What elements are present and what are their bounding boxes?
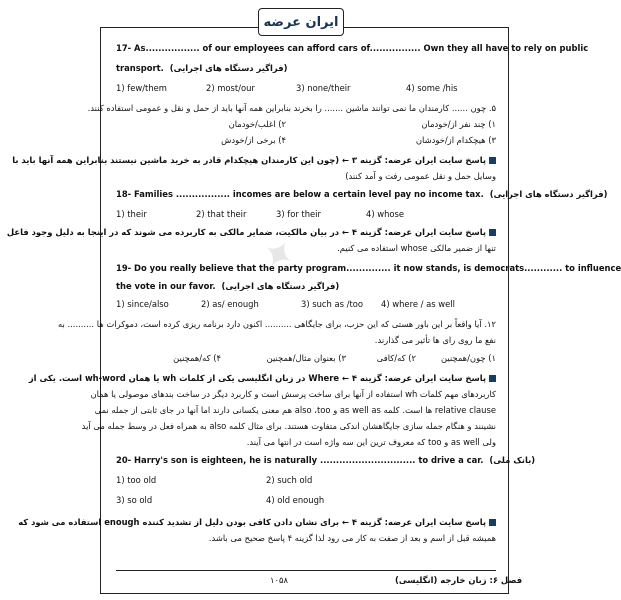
q20-tag: (بانک ملی) — [489, 455, 536, 465]
q19-answer-line3: relative clause ها است. کلمه as well as و also ،too هم معنی یکسانی دارند اما آنها در جای ثابتی از جمله نمی — [94, 405, 496, 415]
q17-option-2: 2) most/our — [206, 83, 255, 93]
q20-options-row2 — [116, 494, 496, 506]
site-logo — [258, 8, 344, 36]
answer-icon — [489, 157, 496, 164]
chapter-title: فصل ۶: زبان خارجه (انگلیسی) — [395, 575, 523, 585]
q17-fa-option-3: ۳) هیچکدام از/خودشان — [415, 135, 496, 145]
q17-fa-option-4: ۴) برخی از/خودش — [221, 135, 286, 145]
q20-option-4: 4) old enough — [266, 495, 325, 505]
q18-option-4: 4) whose — [366, 209, 405, 219]
q17-options — [116, 82, 496, 94]
q19-fa-option-3: ۳) بعنوان مثال/همچنین — [266, 353, 346, 363]
q19-fa-question2: نفع ما روی رای ها تأثیر می گذارند. — [374, 335, 496, 345]
q17-answer-text1: پاسخ سایت ایران عرضه: گزینه ۳ ← (چون این کارمندان هیچکدام قادر به خرید ماشین نیستند بنابراین همه آنها باید با — [12, 155, 486, 165]
answer-icon — [489, 519, 496, 526]
q18-option-1: 1) their — [116, 209, 147, 219]
q20-answer-line1 — [18, 516, 496, 528]
q17-option-1: 1) few/them — [116, 83, 167, 93]
q20-option-1: 1) too old — [116, 475, 157, 485]
q19-line1: 19- Do you really believe that the party program.............. it now stands, is democrats............ to influence — [116, 263, 621, 273]
q17-option-3: 3) none/their — [296, 83, 351, 93]
answer-icon — [489, 375, 496, 382]
q17-fa-option-1: ۱) چند نفر از/خودمان — [421, 119, 496, 129]
q19-fa-option-2: ۲) که/کافی — [376, 353, 416, 363]
q18-answer-line1 — [6, 226, 496, 238]
page-number: ۱۰۵۸ — [270, 575, 288, 585]
q20-option-2: 2) such old — [266, 475, 313, 485]
q17-fa-options-row2 — [116, 134, 496, 146]
q18-line1 — [116, 188, 608, 200]
q17-line1: 17- As................. of our employees can afford cars of................ Own they all have to rely on public — [116, 43, 589, 53]
q19-line2 — [116, 280, 496, 292]
q18-line1-text: 18- Families ................. incomes are below a certain level pay no income tax. — [116, 189, 484, 199]
q19-line2-tag: (فراگیر دستگاه های اجرایی) — [221, 281, 340, 291]
q17-line2-en: transport. — [116, 63, 164, 73]
q19-option-3: 3) such as /too — [301, 299, 364, 309]
q18-options — [116, 208, 496, 220]
q19-answer-line4: نشینند و هنگام جمله سازی جایگاهشان اندکی متفاوت هستند. برای مثال کلمه also به همراه فعل در وسط جمله می آید — [81, 421, 496, 431]
answer-icon — [489, 229, 496, 236]
q19-option-1: 1) since/also — [116, 299, 169, 309]
q19-option-4: 4) where / as well — [381, 299, 455, 309]
q19-answer-text1: پاسخ سایت ایران عرضه: گزینه ۴ ← Where در زبان انگلیسی یکی از کلمات wh یا همان wh-word است. یکی از — [28, 373, 486, 383]
q19-answer-line5: ولی as well و too که معروف ترین این سه واژه است در انتها می آیند. — [246, 437, 496, 447]
q20-answer-line2: همیشه قبل از اسم و بعد از صفت به کار می رود لذا گزینه ۴ پاسخ صحیح می باشد. — [208, 533, 496, 543]
q17-line2-tag: (فراگیر دستگاه های اجرایی) — [169, 63, 288, 73]
q17-line2 — [116, 62, 496, 74]
q20-answer-text1: پاسخ سایت ایران عرضه: گزینه ۴ ← برای نشان دادن کافی بودن دلیل از تشدید کننده enough استفاده می شود که — [18, 517, 486, 527]
logo-text: ایران عرضه — [263, 14, 339, 30]
q17-fa-options-row1 — [116, 118, 496, 130]
q18-answer-text1: پاسخ سایت ایران عرضه: گزینه ۴ ← در بیان مالکیت، ضمایر مالکی به کاربرده می شوند که در اینجا به دلیل وجود فاعل — [6, 227, 486, 237]
q17-option-4: 4) some /his — [406, 83, 458, 93]
q20-options-row1 — [116, 474, 496, 486]
q17-fa-question: ۵. چون ...... کارمندان ما نمی توانند ماشین ....... را بخرند بنابراین همه آنها باید از حمل و نقل و عمومی استفاده کنند. — [87, 103, 496, 113]
q19-fa-option-4: ۴) که/همچنین — [173, 353, 221, 363]
q17-answer-line1 — [12, 154, 496, 166]
q18-tag: (فراگیر دستگاه های اجرایی) — [489, 189, 608, 199]
q20-line1-text: 20- Harry's son is eighteen, he is naturally .............................. to drive a car. — [116, 455, 484, 465]
q17-fa-option-2: ۲) اغلب/خودمان — [228, 119, 286, 129]
q19-line2-en: the vote in our favor. — [116, 281, 216, 291]
q20-option-3: 3) so old — [116, 495, 153, 505]
q19-answer-line2: کاربردهای مهم کلمات wh استفاده از آنها برای ساخت پرسش است و کاربرد دیگر در ساخت بندهای موصولی یا همان — [90, 389, 496, 399]
footer-rule — [116, 570, 496, 571]
q19-fa-option-1: ۱) چون/همچنین — [441, 353, 496, 363]
q19-fa-options — [116, 352, 496, 364]
q19-options — [116, 298, 496, 310]
watermark: ✦ — [251, 228, 309, 282]
q19-fa-question1: ۱۲. آیا واقعاً بر این باور هستی که این حزب، برای جایگاهی .......... اکنون دارد برنامه ریزی کرده است، دموکرات ها .......... به — [57, 319, 496, 329]
q18-option-3: 3) for their — [276, 209, 321, 219]
q19-answer-line1 — [28, 372, 496, 384]
q17-answer-line2: وسایل حمل و نقل عمومی رفت و آمد کنند) — [345, 171, 496, 181]
q19-option-2: 2) as/ enough — [201, 299, 259, 309]
q18-option-2: 2) that their — [196, 209, 247, 219]
q18-answer-line2: تنها از ضمیر مالکی whose استفاده می کنیم. — [337, 243, 496, 253]
q20-line1 — [116, 454, 536, 466]
